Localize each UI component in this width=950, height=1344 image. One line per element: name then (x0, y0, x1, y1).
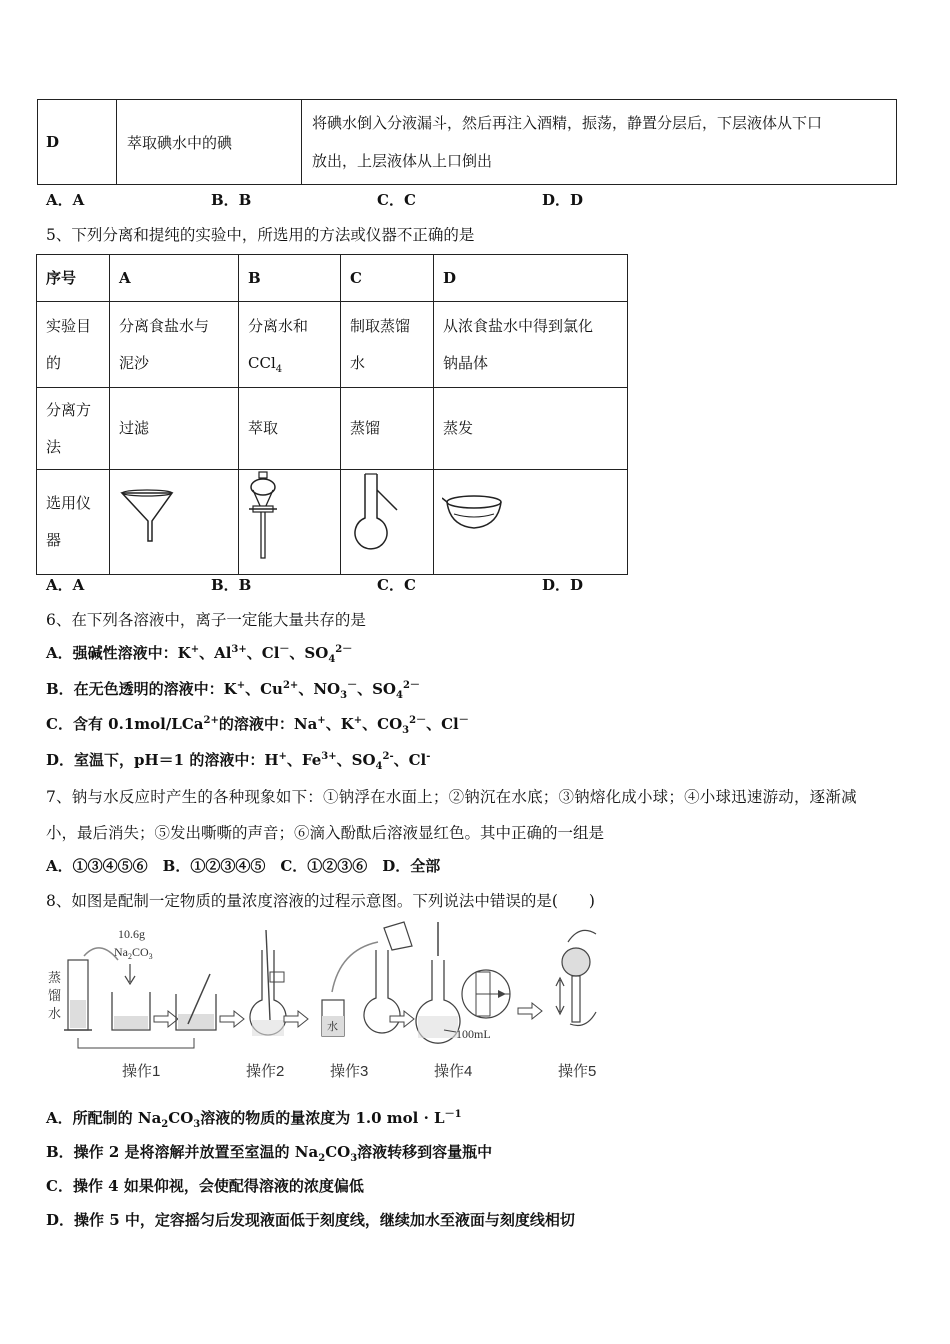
water-label-3: 水 (48, 1006, 62, 1021)
q7-stem-line-2: 小，最后消失；⑤发出嘶嘶的声音；⑥滴入酚酞后溶液显红色。其中正确的一组是 (46, 824, 605, 842)
choice-d[interactable]: D．D (542, 576, 584, 594)
experiment-method (302, 100, 897, 185)
cell (341, 470, 434, 575)
row-label: 分离方 法 (37, 388, 110, 470)
choice-b[interactable]: B．B (211, 576, 252, 594)
row-label: 实验目 的 (37, 302, 110, 388)
cell: 蒸发 (434, 388, 628, 470)
cell: 蒸馏 (341, 388, 434, 470)
table-row (37, 388, 628, 470)
choice-d[interactable]: D．D (542, 191, 584, 209)
cell: 过滤 (110, 388, 239, 470)
volumetric-flask-icon (562, 948, 590, 976)
cell: 制取蒸馏 水 (341, 302, 434, 388)
q4-option-table (37, 99, 897, 185)
shake-arrow-icon (556, 978, 564, 1014)
choice-a[interactable]: A．A (46, 191, 85, 209)
choice-c[interactable]: C．C (377, 191, 416, 209)
choice-c[interactable]: C．C (377, 576, 416, 594)
table-row (37, 302, 628, 388)
cell: 分离食盐水与 泥沙 (110, 302, 239, 388)
header-cell: C (341, 255, 434, 302)
mass-label: 10.6g (118, 927, 145, 941)
q7-stem-line-1: 7、钠与水反应时产生的各种现象如下：①钠浮在水面上；②钠沉在水底；③钠熔化成小球；④小球迅速游动，逐渐减 (46, 788, 857, 806)
header-cell: A (110, 255, 239, 302)
separatory-funnel-icon (247, 470, 297, 560)
water-label-2: 馏 (48, 988, 62, 1003)
step-label: 操作5 (558, 1063, 597, 1080)
q6-stem: 6、在下列各溶液中，离子一定能大量共存的是 (46, 611, 366, 629)
q8-option-d[interactable]: D．操作 5 中，定容摇匀后发现液面低于刻度线，继续加水至液面与刻度线相切 (46, 1211, 575, 1229)
cell: 萃取 (239, 388, 341, 470)
volume-label: 100mL (456, 1027, 491, 1041)
q6-option-c[interactable]: C．含有 0.1mol/LCa$^{2+}$的溶液中：Na+、K+、$CO_3^{2-}$、Cl－ (46, 715, 469, 736)
beaker-icon (384, 922, 412, 950)
step-label: 操作4 (434, 1063, 473, 1080)
arrow-icon (518, 1003, 542, 1019)
arrow-icon (390, 1011, 414, 1027)
cell (434, 470, 628, 575)
step-label: 操作3 (330, 1063, 369, 1080)
arrow-icon (284, 1011, 308, 1027)
table-row (37, 255, 628, 302)
header-cell: D (434, 255, 628, 302)
arrow-icon (220, 1011, 244, 1027)
q6-option-a[interactable]: A．强碱性溶液中：K+、$Al^{3+}$、Cl－、$SO_4^{2-}$ (46, 644, 353, 665)
table-row (37, 470, 628, 575)
q8-option-c[interactable]: C．操作 4 如果仰视，会使配得溶液的浓度偏低 (46, 1177, 364, 1195)
hand-icon (570, 1012, 596, 1026)
cell: 分离水和 CCl$_4$ (239, 302, 341, 388)
reagent-label: $Na_2CO_3$ (114, 945, 153, 961)
option-label: D (38, 100, 117, 185)
row-label: 选用仪 器 (37, 470, 110, 575)
q8-stem: 8、如图是配制一定物质的量浓度溶液的过程示意图。下列说法中错误的是( ) (46, 892, 595, 910)
method-line-2: 放出，上层液体从上口倒出 (312, 152, 493, 170)
evaporating-dish-icon (442, 490, 512, 540)
q7-choices[interactable]: A．①③④⑤⑥ B．①②③④⑤ C．①②③⑥ D．全部 (46, 857, 441, 875)
experiment-purpose: 萃取碘水中的碘 (117, 100, 302, 185)
q6-option-b[interactable]: B．在无色透明的溶液中：K+、$Cu^{2+}$、$NO_3^-$、$SO_4^{2-}$ (46, 680, 420, 701)
q5-stem: 5、下列分离和提纯的实验中，所选用的方法或仪器不正确的是 (46, 226, 475, 244)
table-row (38, 100, 897, 185)
q8-option-b[interactable]: B．操作 2 是将溶解并放置至室温的 $Na_2CO_3$溶液转移到容量瓶中 (46, 1143, 493, 1164)
bottle-label: 水 (327, 1021, 338, 1033)
cell: 从浓食盐水中得到氯化 钠晶体 (434, 302, 628, 388)
q8-option-a[interactable]: A．所配制的 $Na_2CO_3$溶液的物质的量浓度为 1.0 mol · $L^{-1}$ (46, 1109, 462, 1130)
header-cell: B (239, 255, 341, 302)
distillation-flask-icon (347, 470, 407, 560)
step-label: 操作2 (246, 1063, 285, 1080)
choice-a[interactable]: A．A (46, 576, 85, 594)
method-line-1: 将碘水倒入分液漏斗，然后再注入酒精，振荡，静置分层后，下层液体从下口 (312, 114, 823, 132)
q5-table (36, 254, 628, 575)
hand-icon (568, 930, 596, 942)
arrow-icon (154, 1011, 178, 1027)
choice-b[interactable]: B．B (211, 191, 252, 209)
header-cell: 序号 (37, 255, 110, 302)
eye-icon (498, 990, 506, 998)
q6-option-d[interactable]: D．室温下，pH＝1 的溶液中：H+、$Fe^{3+}$、$SO_4^{2-}$、Cl- (46, 751, 431, 772)
solution-preparation-figure (40, 920, 620, 1088)
step-label: 操作1 (122, 1063, 161, 1080)
cell (239, 470, 341, 575)
cell (110, 470, 239, 575)
water-label-1: 蒸 (48, 970, 62, 985)
funnel-icon (120, 485, 180, 545)
